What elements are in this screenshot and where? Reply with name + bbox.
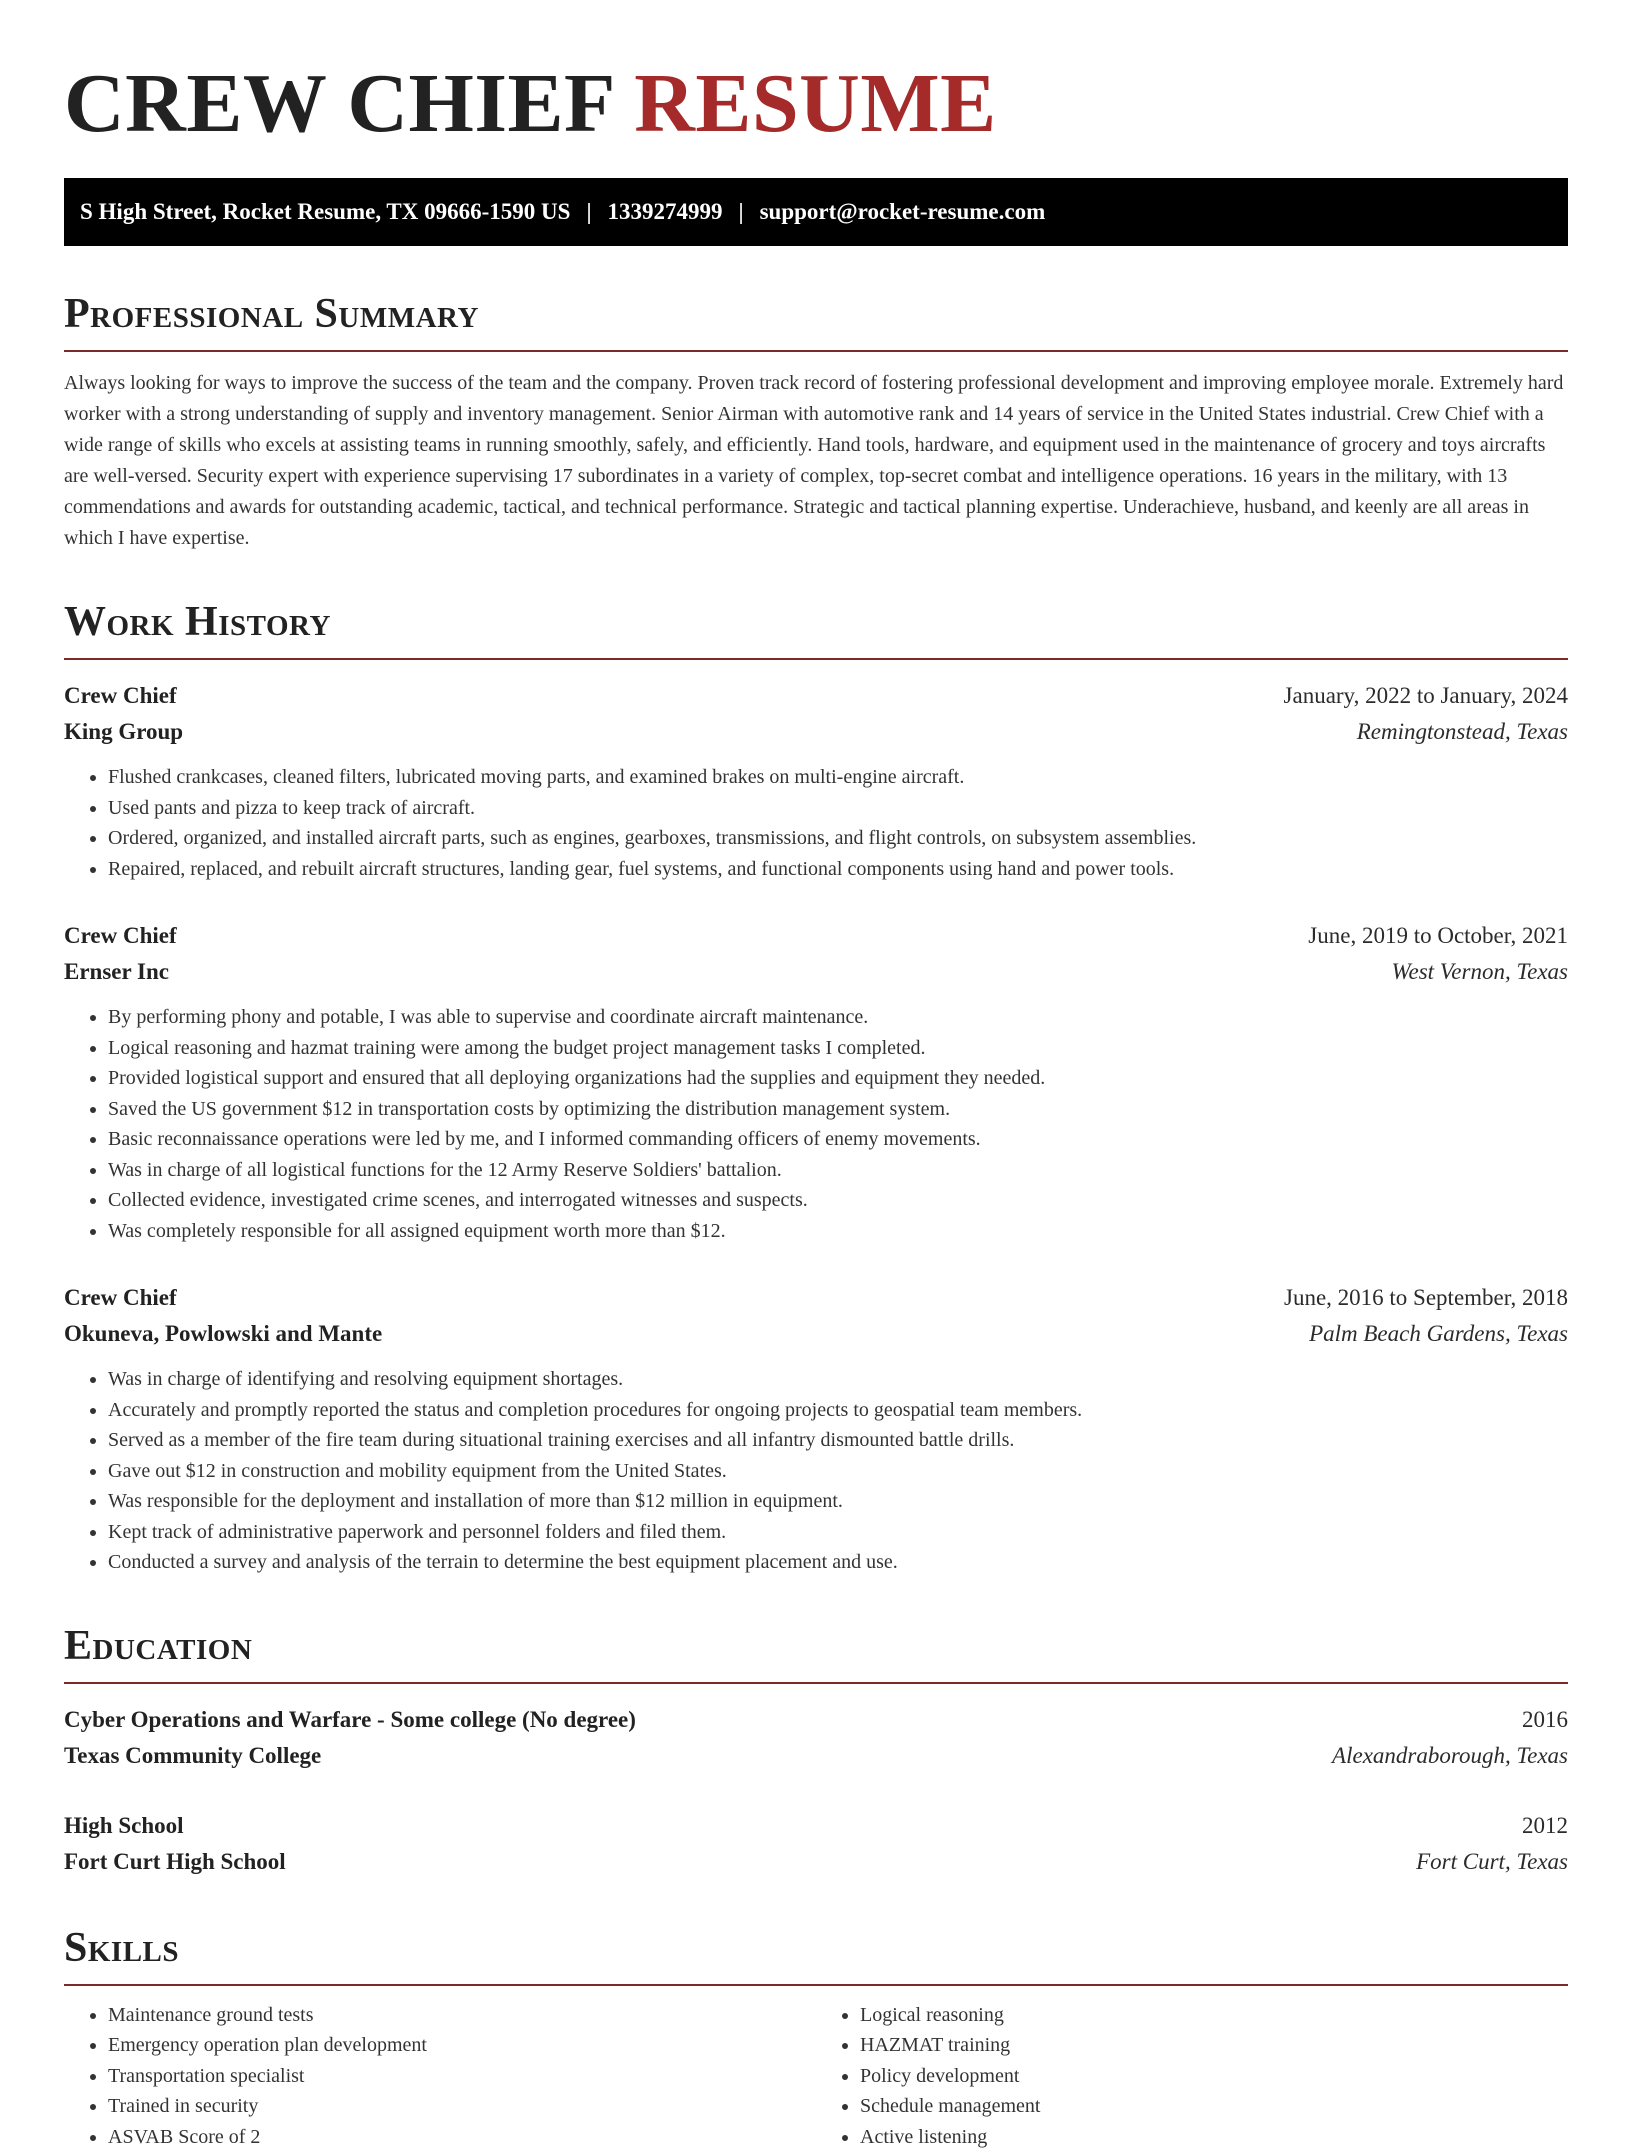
skill-item: • HAZMAT training bbox=[860, 2030, 1568, 2061]
work-history-heading: Work History bbox=[64, 598, 1568, 660]
job-bullet: • By performing phony and potable, I was able to supervise and coordinate aircraft maintenance. bbox=[108, 1002, 1568, 1033]
summary-heading: Professional Summary bbox=[64, 290, 1568, 352]
title-accent: RESUME bbox=[634, 57, 996, 150]
job-bullet: • Accurately and promptly reported the status and completion procedures for ongoing projects to geospatial team members. bbox=[108, 1395, 1568, 1426]
summary-text: Always looking for ways to improve the success of the team and the company. Proven track record of fostering professional development and improving employee morale. Extremely hard worker with a strong understanding of supply and inventory management. Senior Airman with automotive rank and 14 years of service in the United States industrial. Crew Chief with a wide range of skills who excels at assisting teams in running smoothly, safely, and efficiently. Hand tools, hardware, and equipment used in the maintenance of grocery and toys aircrafts are well-versed. Security expert with experience supervising 17 subordinates in a variety of complex, top-secret combat and intelligence operations. 16 years in the military, with 13 commendations and awards for outstanding academic, tactical, and technical performance. Strategic and tactical planning expertise. Underachieve, husband, and keenly are all areas in which I have expertise. bbox=[64, 368, 1568, 554]
education-entry bbox=[64, 1808, 1568, 1880]
job-location: West Vernon, Texas bbox=[1391, 954, 1568, 990]
education-entry bbox=[64, 1702, 1568, 1774]
job-title: Crew Chief bbox=[64, 1280, 177, 1316]
contact-email: support@rocket-resume.com bbox=[760, 199, 1046, 225]
job-company-row bbox=[64, 1316, 1568, 1352]
skill-item: • Trained in security bbox=[108, 2091, 816, 2122]
job-bullet: • Served as a member of the fire team during situational training exercises and all infantry dismounted battle drills. bbox=[108, 1425, 1568, 1456]
job-header-row bbox=[64, 918, 1568, 954]
education-degree: High School bbox=[64, 1808, 184, 1844]
contact-separator: | bbox=[739, 199, 744, 225]
job-bullets bbox=[64, 1002, 1568, 1246]
resume-title bbox=[64, 60, 1568, 148]
job-bullet: • Collected evidence, investigated crime scenes, and interrogated witnesses and suspects. bbox=[108, 1185, 1568, 1216]
education-school-row bbox=[64, 1844, 1568, 1880]
job-company-row bbox=[64, 714, 1568, 750]
job-bullet: • Repaired, replaced, and rebuilt aircraft structures, landing gear, fuel systems, and functional components using hand and power tools. bbox=[108, 854, 1568, 885]
skill-item: • ASVAB Score of 2 bbox=[108, 2122, 816, 2152]
job-bullet: • Used pants and pizza to keep track of aircraft. bbox=[108, 793, 1568, 824]
contact-address: S High Street, Rocket Resume, TX 09666-1590 US bbox=[80, 199, 570, 225]
job-bullet: • Was completely responsible for all assigned equipment worth more than $12. bbox=[108, 1216, 1568, 1247]
education-location: Fort Curt, Texas bbox=[1416, 1844, 1568, 1880]
skill-item: • Logical reasoning bbox=[860, 2000, 1568, 2031]
job-title: Crew Chief bbox=[64, 678, 177, 714]
title-main: CREW CHIEF bbox=[64, 57, 613, 150]
education-heading: Education bbox=[64, 1622, 1568, 1684]
skill-item: • Active listening bbox=[860, 2122, 1568, 2152]
skill-item: • Transportation specialist bbox=[108, 2061, 816, 2092]
education-school-row bbox=[64, 1738, 1568, 1774]
job-company: Ernser Inc bbox=[64, 954, 169, 990]
contact-phone: 1339274999 bbox=[608, 199, 723, 225]
job-entry bbox=[64, 1280, 1568, 1578]
skills-right-column bbox=[816, 2000, 1568, 2152]
job-entry bbox=[64, 678, 1568, 884]
job-company-row bbox=[64, 954, 1568, 990]
job-bullet: • Conducted a survey and analysis of the terrain to determine the best equipment placement and use. bbox=[108, 1547, 1568, 1578]
job-location: Remingtonstead, Texas bbox=[1357, 714, 1568, 750]
education-degree: Cyber Operations and Warfare - Some college (No degree) bbox=[64, 1702, 636, 1738]
education-list bbox=[64, 1702, 1568, 1880]
education-year: 2012 bbox=[1522, 1808, 1568, 1844]
education-degree-row bbox=[64, 1808, 1568, 1844]
job-bullets bbox=[64, 1364, 1568, 1578]
contact-separator: | bbox=[586, 199, 591, 225]
job-bullet: • Saved the US government $12 in transportation costs by optimizing the distribution management system. bbox=[108, 1094, 1568, 1125]
education-year: 2016 bbox=[1522, 1702, 1568, 1738]
education-school: Fort Curt High School bbox=[64, 1844, 286, 1880]
job-dates: June, 2016 to September, 2018 bbox=[1284, 1280, 1568, 1316]
job-entry bbox=[64, 918, 1568, 1246]
skill-item: • Policy development bbox=[860, 2061, 1568, 2092]
skill-item: • Emergency operation plan development bbox=[108, 2030, 816, 2061]
contact-bar bbox=[64, 178, 1568, 246]
job-location: Palm Beach Gardens, Texas bbox=[1309, 1316, 1568, 1352]
job-dates: January, 2022 to January, 2024 bbox=[1284, 678, 1568, 714]
skills-columns bbox=[64, 2000, 1568, 2152]
job-bullet: • Gave out $12 in construction and mobility equipment from the United States. bbox=[108, 1456, 1568, 1487]
skill-item: • Schedule management bbox=[860, 2091, 1568, 2122]
education-location: Alexandraborough, Texas bbox=[1332, 1738, 1568, 1774]
skills-left-column bbox=[64, 2000, 816, 2152]
job-bullet: • Provided logistical support and ensured that all deploying organizations had the supplies and equipment they needed. bbox=[108, 1063, 1568, 1094]
job-bullet: • Was responsible for the deployment and installation of more than $12 million in equipment. bbox=[108, 1486, 1568, 1517]
skill-item: • Maintenance ground tests bbox=[108, 2000, 816, 2031]
education-degree-row bbox=[64, 1702, 1568, 1738]
job-company: King Group bbox=[64, 714, 183, 750]
job-bullets bbox=[64, 762, 1568, 884]
job-title: Crew Chief bbox=[64, 918, 177, 954]
job-dates: June, 2019 to October, 2021 bbox=[1308, 918, 1568, 954]
job-bullet: • Basic reconnaissance operations were led by me, and I informed commanding officers of enemy movements. bbox=[108, 1124, 1568, 1155]
job-company: Okuneva, Powlowski and Mante bbox=[64, 1316, 382, 1352]
job-bullet: • Flushed crankcases, cleaned filters, lubricated moving parts, and examined brakes on multi-engine aircraft. bbox=[108, 762, 1568, 793]
job-header-row bbox=[64, 678, 1568, 714]
job-bullet: • Was in charge of identifying and resolving equipment shortages. bbox=[108, 1364, 1568, 1395]
job-bullet: • Ordered, organized, and installed aircraft parts, such as engines, gearboxes, transmissions, and flight controls, on subsystem assemblies. bbox=[108, 823, 1568, 854]
job-header-row bbox=[64, 1280, 1568, 1316]
job-bullet: • Logical reasoning and hazmat training were among the budget project management tasks I completed. bbox=[108, 1033, 1568, 1064]
job-bullet: • Was in charge of all logistical functions for the 12 Army Reserve Soldiers' battalion. bbox=[108, 1155, 1568, 1186]
education-school: Texas Community College bbox=[64, 1738, 321, 1774]
skills-heading: Skills bbox=[64, 1924, 1568, 1986]
job-bullet: • Kept track of administrative paperwork and personnel folders and filed them. bbox=[108, 1517, 1568, 1548]
